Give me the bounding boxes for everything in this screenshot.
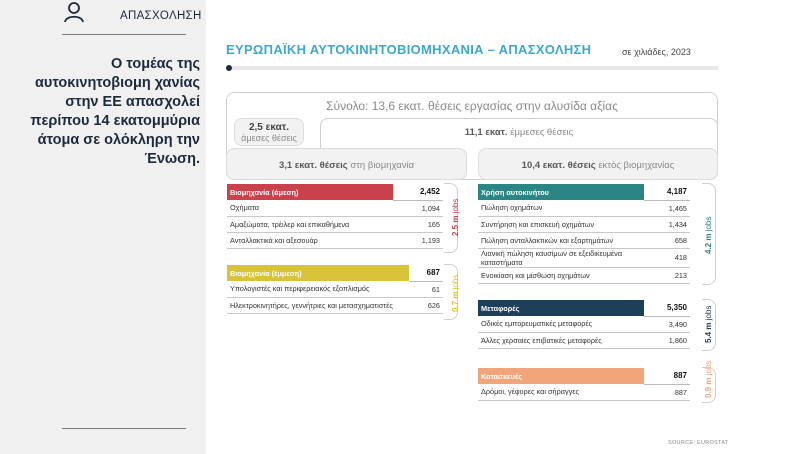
table-header xyxy=(227,184,443,200)
total-label: Σύνολο: 13,6 εκατ. θέσεις εργασίας στην αλυσίδα αξίας xyxy=(326,99,618,113)
jobs-label-car-use: 4.2 m jobs xyxy=(704,216,713,254)
industry-jobs-box xyxy=(226,148,467,180)
table-total: 2,452 xyxy=(393,184,443,200)
table-total: 687 xyxy=(409,265,443,281)
row-value: 887 xyxy=(644,384,690,400)
row-label: Πώληση ανταλλακτικών και εξαρτημάτων xyxy=(478,232,644,248)
table-row xyxy=(227,200,443,216)
row-label: Οχήματα xyxy=(227,200,393,216)
table-row xyxy=(478,248,690,267)
table-title: Μεταφορές xyxy=(478,300,644,316)
row-value: 3,490 xyxy=(644,316,690,332)
sidebar xyxy=(0,0,206,454)
row-value: 658 xyxy=(644,232,690,248)
row-label: Ανταλλακτικά και αξεσουάρ xyxy=(227,232,393,248)
table-construction xyxy=(478,368,690,401)
table-title: Βιομηχανία (άμεση) xyxy=(227,184,393,200)
title-rule xyxy=(226,66,718,70)
table-header xyxy=(478,300,690,316)
row-label: Συντήρηση και επισκευή οχημάτων xyxy=(478,216,644,232)
table-header xyxy=(478,368,690,384)
row-value: 1,465 xyxy=(644,200,690,216)
table-row xyxy=(227,281,443,297)
row-value: 61 xyxy=(409,281,443,297)
sidebar-divider-top xyxy=(62,34,186,35)
table-direct-industry xyxy=(227,184,443,249)
table-row xyxy=(478,232,690,248)
industry-jobs-label: στη βιομηχανία xyxy=(350,160,415,171)
row-label: Άλλες χερσαίες επιβατικές μεταφορές xyxy=(478,332,644,348)
row-label: Λιανική πώληση καυσίμων σε εξειδικευμένα καταστήματα xyxy=(478,248,644,267)
person-icon xyxy=(62,0,86,24)
table-row xyxy=(227,216,443,232)
table-header xyxy=(227,265,443,281)
row-label: Πώληση οχημάτων xyxy=(478,200,644,216)
jobs-label-direct: 2.5 m jobs xyxy=(451,198,460,236)
sidebar-divider-bottom xyxy=(62,428,186,429)
industry-jobs-value: 3,1 εκατ. θέσεις xyxy=(278,160,348,171)
table-title: Βιομηχανία (έμμεση) xyxy=(227,265,409,281)
jobs-label-construction: 0.9 m jobs xyxy=(704,360,713,398)
page-title: ΕΥΡΩΠΑΪΚΗ ΑΥΤΟΚΙΝΗΤΟΒΙΟΜΗΧΑΝΙΑ – ΑΠΑΣΧΟΛΗΣΗ xyxy=(226,42,592,57)
row-label: Ηλεκτροκινητήρες, γεννήτριες και μετασχηματιστές xyxy=(227,297,409,313)
row-label: Οδικές εμπορευματικές μεταφορές xyxy=(478,316,644,332)
indirect-jobs-label: έμμεσες θέσεις xyxy=(510,127,574,138)
units-note: σε χιλιάδες, 2023 xyxy=(622,47,691,57)
row-value: 626 xyxy=(409,297,443,313)
rule-dot xyxy=(226,65,232,71)
table-row xyxy=(478,316,690,332)
table-indirect-industry xyxy=(227,265,443,314)
table-car-use xyxy=(478,184,690,284)
table-row xyxy=(227,232,443,248)
table-total: 887 xyxy=(644,368,690,384)
jobs-label-indirect: 0.7 m jobs xyxy=(451,274,460,312)
direct-jobs-box xyxy=(234,118,304,146)
table-row xyxy=(478,332,690,348)
row-label: Ενοικίαση και μίσθωση οχημάτων xyxy=(478,267,644,283)
row-label: Δρόμοι, γέφυρες και σήραγγες xyxy=(478,384,644,400)
row-value: 1,094 xyxy=(393,200,443,216)
table-transport xyxy=(478,300,690,349)
table-row xyxy=(478,267,690,283)
row-value: 213 xyxy=(644,267,690,283)
outside-jobs-box xyxy=(478,148,718,180)
table-row xyxy=(478,216,690,232)
direct-jobs-label: άμεσες θέσεις xyxy=(241,133,297,143)
row-value: 1,193 xyxy=(393,232,443,248)
row-value: 418 xyxy=(644,248,690,267)
row-value: 1,434 xyxy=(644,216,690,232)
table-header xyxy=(478,184,690,200)
source-note: SOURCE: EUROSTAT xyxy=(668,440,729,446)
outside-jobs-value: 10,4 εκατ. θέσεις xyxy=(521,160,596,171)
row-label: Υπολογιστές και περιφερειακός εξοπλισμός xyxy=(227,281,409,297)
table-row xyxy=(227,297,443,313)
table-title: Χρήση αυτοκινήτου xyxy=(478,184,644,200)
table-total: 5,350 xyxy=(644,300,690,316)
table-title: Κατασκευές xyxy=(478,368,644,384)
direct-jobs-value: 2,5 εκατ. xyxy=(248,122,290,133)
table-row xyxy=(478,384,690,400)
row-value: 1,860 xyxy=(644,332,690,348)
indirect-jobs-value: 11,1 εκατ. xyxy=(464,127,508,138)
jobs-label-transport: 5.4 m jobs xyxy=(704,305,713,343)
section-label: ΑΠΑΣΧΟΛΗΣΗ xyxy=(120,10,202,22)
row-value: 165 xyxy=(393,216,443,232)
table-row xyxy=(478,200,690,216)
sidebar-statement: Ο τομέας της αυτοκινητοβιομη χανίας στην ΕΕ απασχολεί περίπου 14 εκατομμύρια άτομα σε ολόκληρη την Ένωση. xyxy=(30,56,200,167)
outside-jobs-label: εκτός βιομηχανίας xyxy=(598,160,675,171)
table-total: 4,187 xyxy=(644,184,690,200)
row-label: Αμαξώματα, τρέιλερ και επικαθήμενα xyxy=(227,216,393,232)
